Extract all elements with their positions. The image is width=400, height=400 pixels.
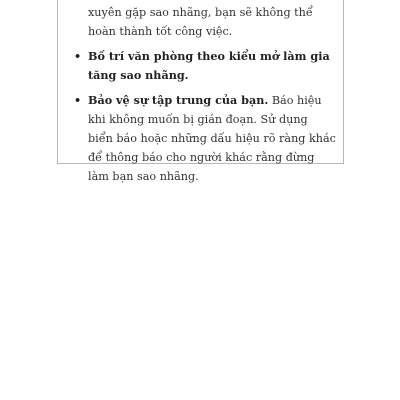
list-item — [74, 91, 336, 186]
item-heading: Bố trí văn phòng theo kiểu mở làm gia tăng sao nhãng. — [88, 49, 330, 82]
item-heading: Bảo vệ sự tập trung của bạn. — [88, 93, 269, 107]
list-item — [74, 47, 336, 85]
bullet-icon: • — [74, 93, 82, 107]
list-item — [74, 0, 336, 41]
bullet-icon: • — [74, 49, 82, 63]
item-text: xuyên gặp sao nhãng, bạn sẽ không thể hoàn thành tốt công việc. — [88, 6, 313, 38]
item-text: Báo hiệu khi không muốn bị gián đoạn. Sử dụng biển báo hoặc những dấu hiệu rõ ràng khác để thông báo cho người khác rằng đừng làm bạn sao nhãng. — [88, 94, 336, 183]
content-box — [57, 0, 344, 183]
bullet-icon — [74, 0, 81, 3]
bullet-list — [74, 0, 336, 192]
